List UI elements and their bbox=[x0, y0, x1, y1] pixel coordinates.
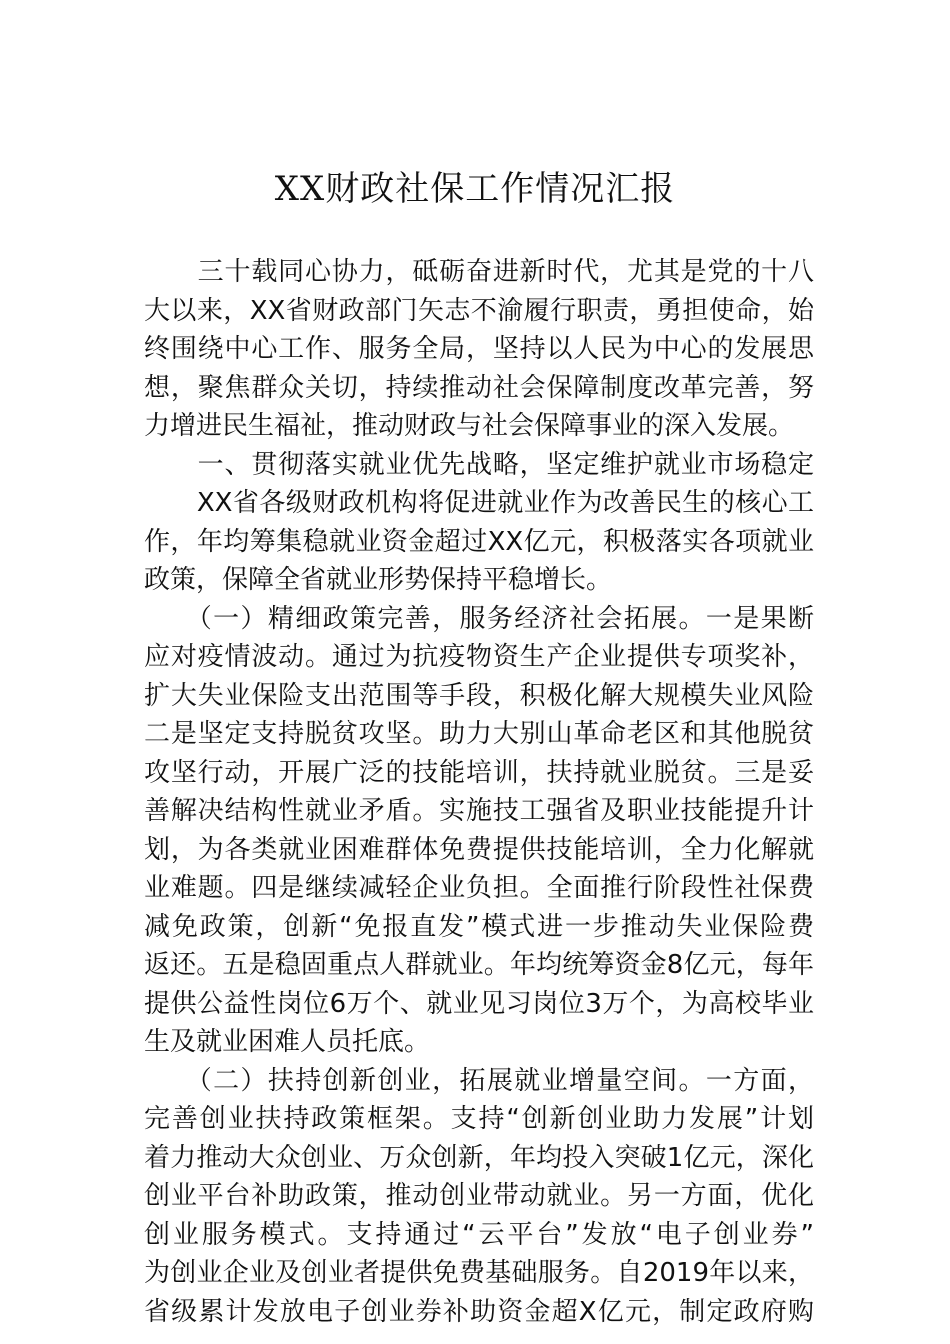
body-text-line: 三十载同心协力，砥砺奋进新时代，尤其是党的十八 bbox=[144, 257, 814, 287]
body-text-line: 省级累计发放电子创业券补助资金超X亿元，制定政府购 bbox=[144, 1296, 814, 1327]
document-body bbox=[144, 253, 814, 1331]
document-title: XX财政社保工作情况汇报 bbox=[274, 169, 676, 209]
body-text-line: 政策，保障全省就业形势保持平稳增长。 bbox=[144, 565, 613, 595]
body-text-line: 完善创业扶持政策框架。支持“创新创业助力发展”计划 bbox=[144, 1104, 814, 1134]
body-text-line: 大以来，XX省财政部门矢志不渝履行职责，勇担使命，始 bbox=[144, 295, 814, 326]
body-text-line: 减免政策，创新“免报直发”模式进一步推动失业保险费 bbox=[144, 911, 814, 942]
body-text-line: （一）精细政策完善，服务经济社会拓展。一是果断 bbox=[144, 603, 814, 634]
body-text-line: 返还。五是稳固重点人群就业。年均统筹资金8亿元，每年 bbox=[144, 950, 814, 980]
body-text-line: XX省各级财政机构将促进就业作为改善民生的核心工 bbox=[144, 488, 814, 518]
body-text-line: 着力推动大众创业、万众创新，年均投入突破1亿元，深化 bbox=[144, 1142, 814, 1173]
body-text-line: 业难题。四是继续减轻企业负担。全面推行阶段性社保费 bbox=[144, 873, 814, 903]
body-text-line: 善解决结构性就业矛盾。实施技工强省及职业技能提升计 bbox=[144, 796, 814, 826]
body-text-line: 创业服务模式。支持通过“云平台”发放“电子创业券” bbox=[144, 1219, 814, 1250]
body-text-line: 力增进民生福祉，推动财政与社会保障事业的深入发展。 bbox=[144, 411, 795, 441]
body-text-line: 创业平台补助政策，推动创业带动就业。另一方面，优化 bbox=[144, 1181, 814, 1211]
body-text-line: 应对疫情波动。通过为抗疫物资生产企业提供专项奖补， bbox=[144, 642, 814, 672]
body-text-line: 提供公益性岗位6万个、就业见习岗位3万个，为高校毕业 bbox=[144, 988, 814, 1019]
body-text-line: （二）扶持创新创业，拓展就业增量空间。一方面， bbox=[144, 1065, 814, 1096]
body-text-line: 二是坚定支持脱贫攻坚。助力大别山革命老区和其他脱贫 bbox=[144, 719, 814, 749]
body-text-line: 扩大失业保险支出范围等手段，积极化解大规模失业风险 bbox=[144, 680, 814, 711]
body-text-line: 划，为各类就业困难群体免费提供技能培训，全力化解就 bbox=[144, 834, 814, 865]
body-text-line: 终围绕中心工作、服务全局，坚持以人民为中心的发展思 bbox=[144, 334, 814, 364]
body-text-line: 为创业企业及创业者提供免费基础服务。自2019年以来， bbox=[144, 1258, 814, 1288]
body-text-line: 攻坚行动，开展广泛的技能培训，扶持就业脱贫。三是妥 bbox=[144, 757, 814, 788]
body-text-line: 作，年均筹集稳就业资金超过XX亿元，积极落实各项就业 bbox=[144, 526, 814, 557]
body-text-line: 一、贯彻落实就业优先战略，坚定维护就业市场稳定 bbox=[144, 449, 814, 480]
body-text-line: 生及就业困难人员托底。 bbox=[144, 1027, 431, 1057]
body-text-line: 想，聚焦群众关切，持续推动社会保障制度改革完善，努 bbox=[144, 372, 814, 403]
